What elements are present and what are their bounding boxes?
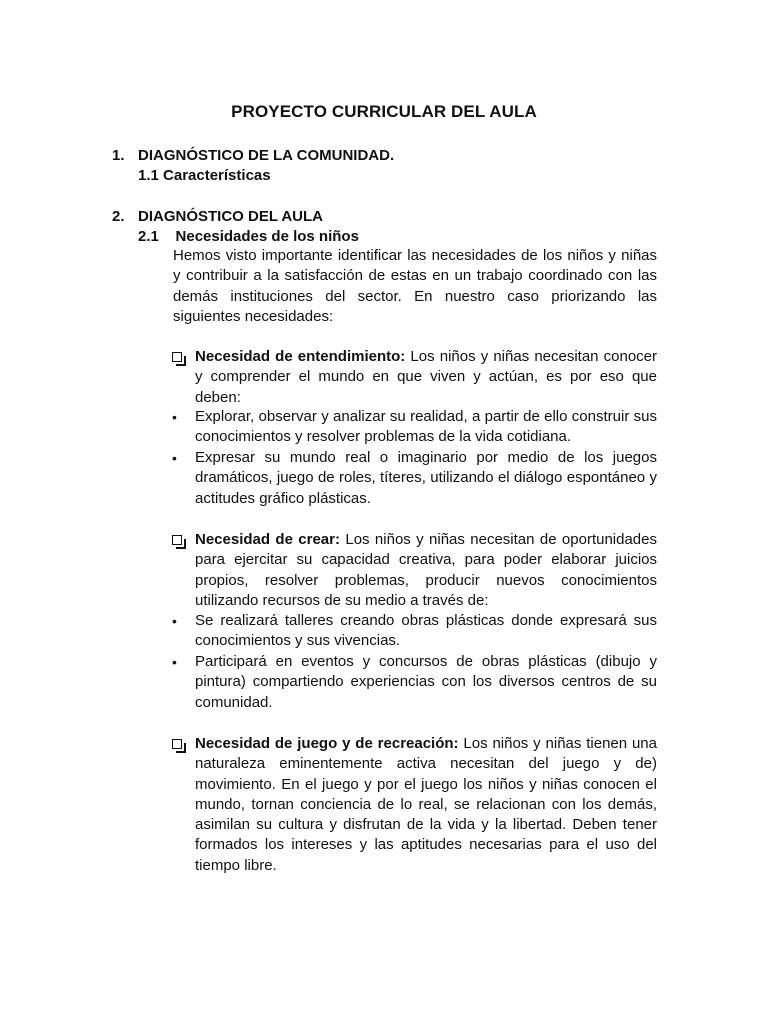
section-1-title: DIAGNÓSTICO DE LA COMUNIDAD. [138, 147, 395, 164]
bullet-item: Explorar, observar y analizar su realidad, a partir de ello construir sus conocimientos y resolver problemas de la vida cotidiana. [195, 408, 657, 446]
need-juego-recreacion [195, 734, 657, 876]
bullet-icon: • [172, 613, 177, 629]
need-crear [195, 530, 657, 611]
subsection-1-1-heading: 1.1 Características [138, 167, 271, 184]
need-entendimiento-text: Los niños y niñas necesitan conocer y comprender el mundo en que viven y actúan, es por eso que deben: [195, 348, 658, 406]
checkbox-bullet-icon [172, 352, 182, 362]
page-title: PROYECTO CURRICULAR DEL AULA [231, 102, 537, 121]
need-entendimiento-label: Necesidad de entendimiento: [195, 348, 406, 365]
bullet-icon: • [172, 450, 177, 466]
section-2-number: 2. [112, 208, 125, 225]
bullet-item: Expresar su mundo real o imaginario por medio de los juegos dramáticos, juego de roles, títeres, utilizando el diálogo espontáneo y actitudes gráfico plásticas. [195, 449, 657, 507]
checkbox-bullet-icon [172, 739, 182, 749]
intro-paragraph: Hemos visto importante identificar las necesidades de los niños y niñas y contribuir a la satisfacción de estas en un trabajo coordinado con las demás instituciones del sector. En nuestro caso priorizando las siguientes necesidades: [173, 247, 657, 325]
need-entendimiento [195, 347, 657, 408]
checkbox-bullet-icon [172, 535, 182, 545]
need-juego-text: Los niños y niñas tienen una naturaleza eminentemente activa necesitan del juego y de) movimiento. En el juego y por el juego los niños y niñas conocen el mundo, tornan conciencia de lo real, se relacionan con los demás, asimilan su cultura y disfrutan de la vida y la libertad. Deben tener formados los intereses y las aptitudes necesarias para el uso del tiempo libre. [195, 735, 657, 874]
section-1-number: 1. [112, 147, 125, 164]
bullet-icon: • [172, 654, 177, 670]
bullet-item: Participará en eventos y concursos de obras plásticas (dibujo y pintura) compartiendo experiencias con los diversos centros de su comunidad. [195, 653, 657, 711]
bullet-item: Se realizará talleres creando obras plásticas donde expresará sus conocimientos y sus vivencias. [195, 612, 657, 650]
need-juego-label: Necesidad de juego y de recreación: [195, 735, 459, 752]
section-2-title: DIAGNÓSTICO DEL AULA [138, 208, 324, 225]
need-crear-text: Los niños y niñas necesitan de oportunidades para ejercitar su capacidad creativa, para poder elaborar juicios propios, resolver problemas, producir nuevos conocimientos utilizando recursos de su medio a través de: [195, 531, 657, 609]
need-crear-label: Necesidad de crear: [195, 531, 340, 548]
bullet-icon: • [172, 409, 177, 425]
subsection-2-1-heading: 2.1 Necesidades de los niños [138, 228, 359, 245]
